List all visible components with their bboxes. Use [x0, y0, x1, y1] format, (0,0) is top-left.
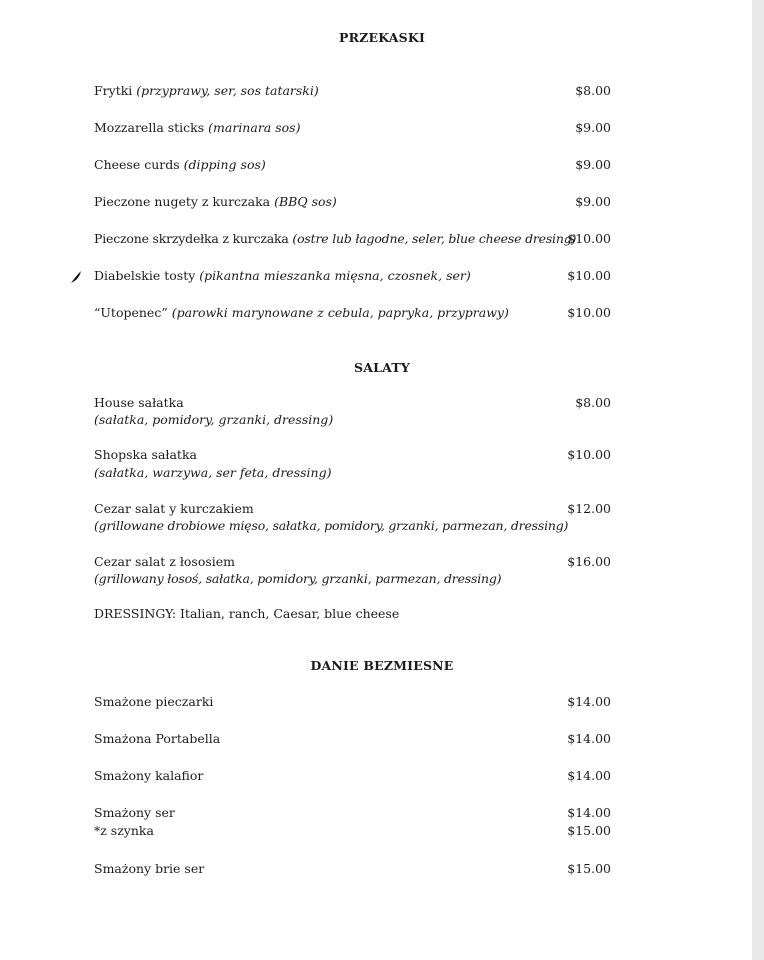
menu-item: [94, 230, 576, 248]
item-name: Cheese curds: [94, 157, 180, 172]
item-price: $15.00: [567, 823, 611, 838]
section-title-salaty: SALATY: [354, 360, 410, 375]
item-price: $14.00: [567, 805, 611, 820]
chili-pepper-icon: [70, 270, 82, 284]
item-price: $10.00: [567, 231, 611, 246]
item-name: “Utopenec”: [94, 305, 168, 320]
item-price: $15.00: [567, 861, 611, 876]
item-name: Pieczone skrzydełka z kurczaka: [94, 231, 289, 246]
item-note: (parowki marynowane z cebula, papryka, przyprawy): [171, 305, 509, 320]
section-title-przekaski: PRZEKASKI: [338, 30, 426, 45]
item-name: Diabelskie tosty: [94, 268, 196, 283]
item-note: (przyprawy, ser, sos tatarski): [136, 83, 319, 98]
item-note: (pikantna mieszanka mięsna, czosnek, ser): [199, 268, 471, 283]
menu-item: [94, 156, 266, 174]
menu-item-name: Smażona Portabella: [94, 731, 221, 746]
item-price: $12.00: [567, 501, 611, 516]
dressings-note: DRESSINGY: Italian, ranch, Caesar, blue cheese: [94, 606, 400, 621]
menu-item-name: Smażone pieczarki: [94, 694, 214, 709]
item-price: $14.00: [567, 731, 611, 746]
item-description: (sałatka, pomidory, grzanki, dressing): [94, 412, 334, 427]
item-price: $14.00: [567, 694, 611, 709]
menu-item: [94, 82, 319, 100]
item-name: Pieczone nugety z kurczaka: [94, 194, 271, 209]
menu-item: [94, 193, 337, 211]
item-price: $9.00: [575, 120, 611, 135]
item-price: $9.00: [575, 194, 611, 209]
item-note: (marinara sos): [208, 120, 301, 135]
menu-item-name: Shopska sałatka: [94, 447, 197, 462]
item-price: $8.00: [575, 395, 611, 410]
menu-item-name: Cezar salat y kurczakiem: [94, 501, 254, 516]
item-price: $14.00: [567, 768, 611, 783]
menu-item-variant: *z szynka: [94, 823, 154, 838]
item-note: (BBQ sos): [274, 194, 337, 209]
item-price: $8.00: [575, 83, 611, 98]
item-price: $10.00: [567, 447, 611, 462]
item-description: (grillowany łosoś, sałatka, pomidory, grzanki, parmezan, dressing): [94, 571, 502, 586]
item-price: $10.00: [567, 305, 611, 320]
menu-item-name: Smażony brie ser: [94, 861, 205, 876]
item-name: Mozzarella sticks: [94, 120, 205, 135]
item-description: (grillowane drobiowe mięso, sałatka, pomidory, grzanki, parmezan, dressing): [94, 518, 569, 533]
item-price: $9.00: [575, 157, 611, 172]
item-name: Frytki: [94, 83, 133, 98]
item-description: (sałatka, warzywa, ser feta, dressing): [94, 465, 332, 480]
item-note: (dipping sos): [183, 157, 266, 172]
menu-item-name: Smażony ser: [94, 805, 175, 820]
item-note: (ostre lub łagodne, seler, blue cheese dresing): [292, 231, 577, 246]
menu-item-name: House sałatka: [94, 395, 184, 410]
menu-item-name: Smażony kalafior: [94, 768, 204, 783]
item-price: $16.00: [567, 554, 611, 569]
menu-item: [94, 304, 509, 322]
section-title-danie-bezmiesne: DANIE BEZMIESNE: [310, 658, 454, 673]
page-edge: [752, 0, 764, 960]
menu-item-name: Cezar salat z łososiem: [94, 554, 236, 569]
menu-item: [94, 119, 300, 137]
menu-item: [94, 267, 471, 285]
item-price: $10.00: [567, 268, 611, 283]
